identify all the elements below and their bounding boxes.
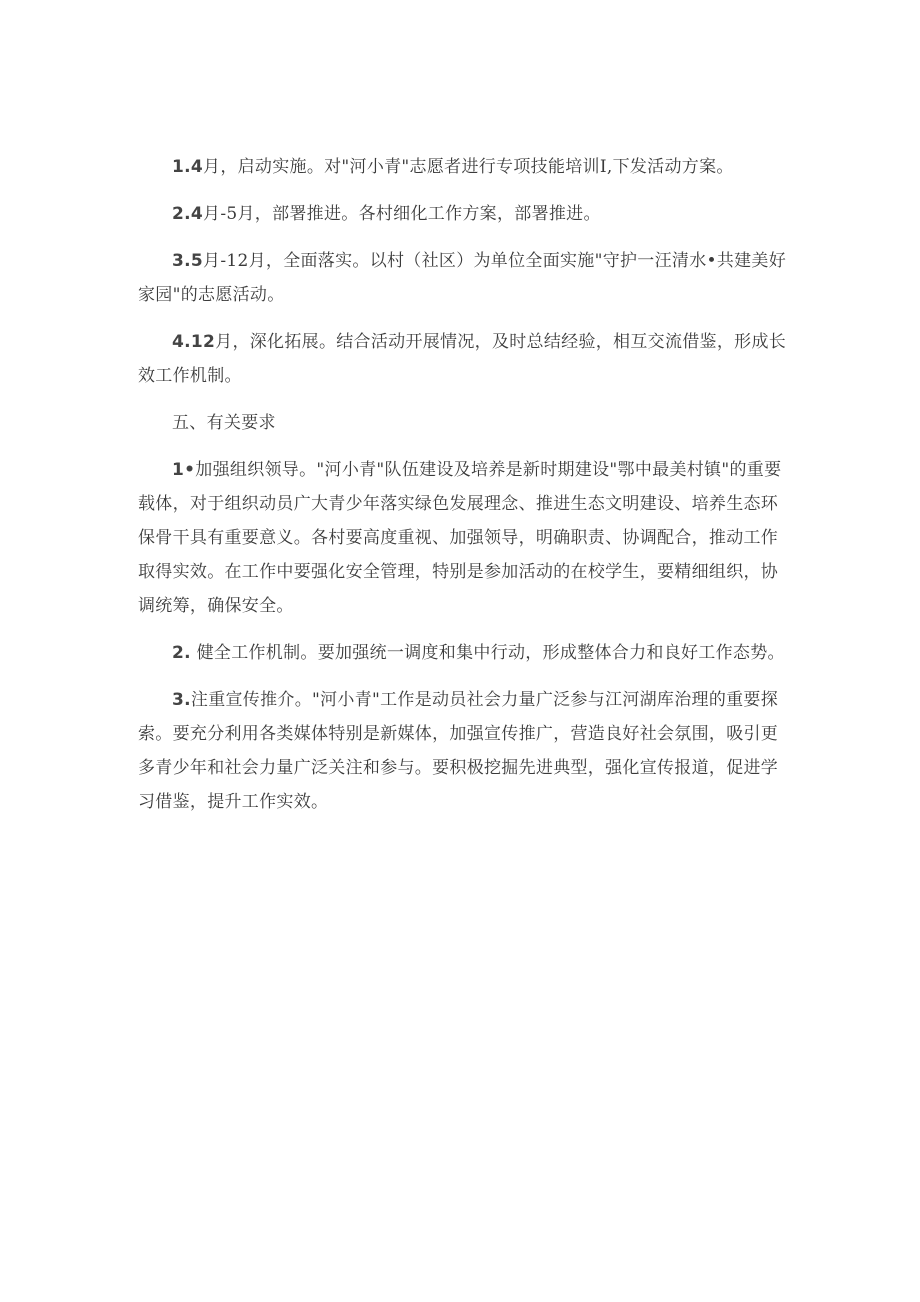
item-text: 加强组织领导。"河小青"队伍建设及培养是新时期建设"鄂中最美村镇"的重要载体，对于组织动员广大青少年落实绿色发展理念、推进生态文明建设、培养生态环保骨干具有重要意义。各村要高度重视、加强领导，明确职责、协调配合，推动工作取得实效。在工作中要强化安全管理，特别是参加活动的在校学生，要精细组织，协调统筹，确保安全。 xyxy=(138,460,782,616)
item-number: 1• xyxy=(172,460,196,480)
item-number: 2.4 xyxy=(172,204,204,224)
requirement-item-3 xyxy=(138,683,788,819)
item-number: 3.5 xyxy=(172,251,204,271)
item-number: 4.12 xyxy=(172,332,216,352)
item-number: 3. xyxy=(172,690,191,710)
item-text: 健全工作机制。要加强统一调度和集中行动，形成整体合力和良好工作态势。 xyxy=(190,643,785,663)
section-heading: 五、有关要求 xyxy=(172,413,276,433)
item-text: 月-5月，部署推进。各村细化工作方案，部署推进。 xyxy=(203,204,601,224)
requirement-item-2 xyxy=(138,636,788,670)
schedule-item-3 xyxy=(138,244,788,312)
item-text: 注重宣传推介。"河小青"工作是动员社会力量广泛参与江河湖库治理的重要探索。要充分利用各类媒体特别是新媒体，加强宣传推广，营造良好社会氛围，吸引更多青少年和社会力量广泛关注和参与。要积极挖掘先进典型，强化宣传报道，促进学习借鉴，提升工作实效。 xyxy=(138,690,779,812)
item-number: 2. xyxy=(172,643,191,663)
item-number: 1.4 xyxy=(172,157,204,177)
schedule-item-4 xyxy=(138,325,788,393)
item-text: 月-12月，全面落实。以村（社区）为单位全面实施"守护一汪清水•共建美好家园"的志愿活动。 xyxy=(138,251,787,305)
document-body xyxy=(138,150,788,819)
item-text: 月，启动实施。对"河小青"志愿者进行专项技能培训I,下发活动方案。 xyxy=(203,157,734,177)
item-text: 月，深化拓展。结合活动开展情况，及时总结经验，相互交流借鉴，形成长效工作机制。 xyxy=(138,332,787,386)
requirement-item-1 xyxy=(138,453,788,623)
schedule-item-2 xyxy=(138,197,788,231)
schedule-item-1 xyxy=(138,150,788,184)
